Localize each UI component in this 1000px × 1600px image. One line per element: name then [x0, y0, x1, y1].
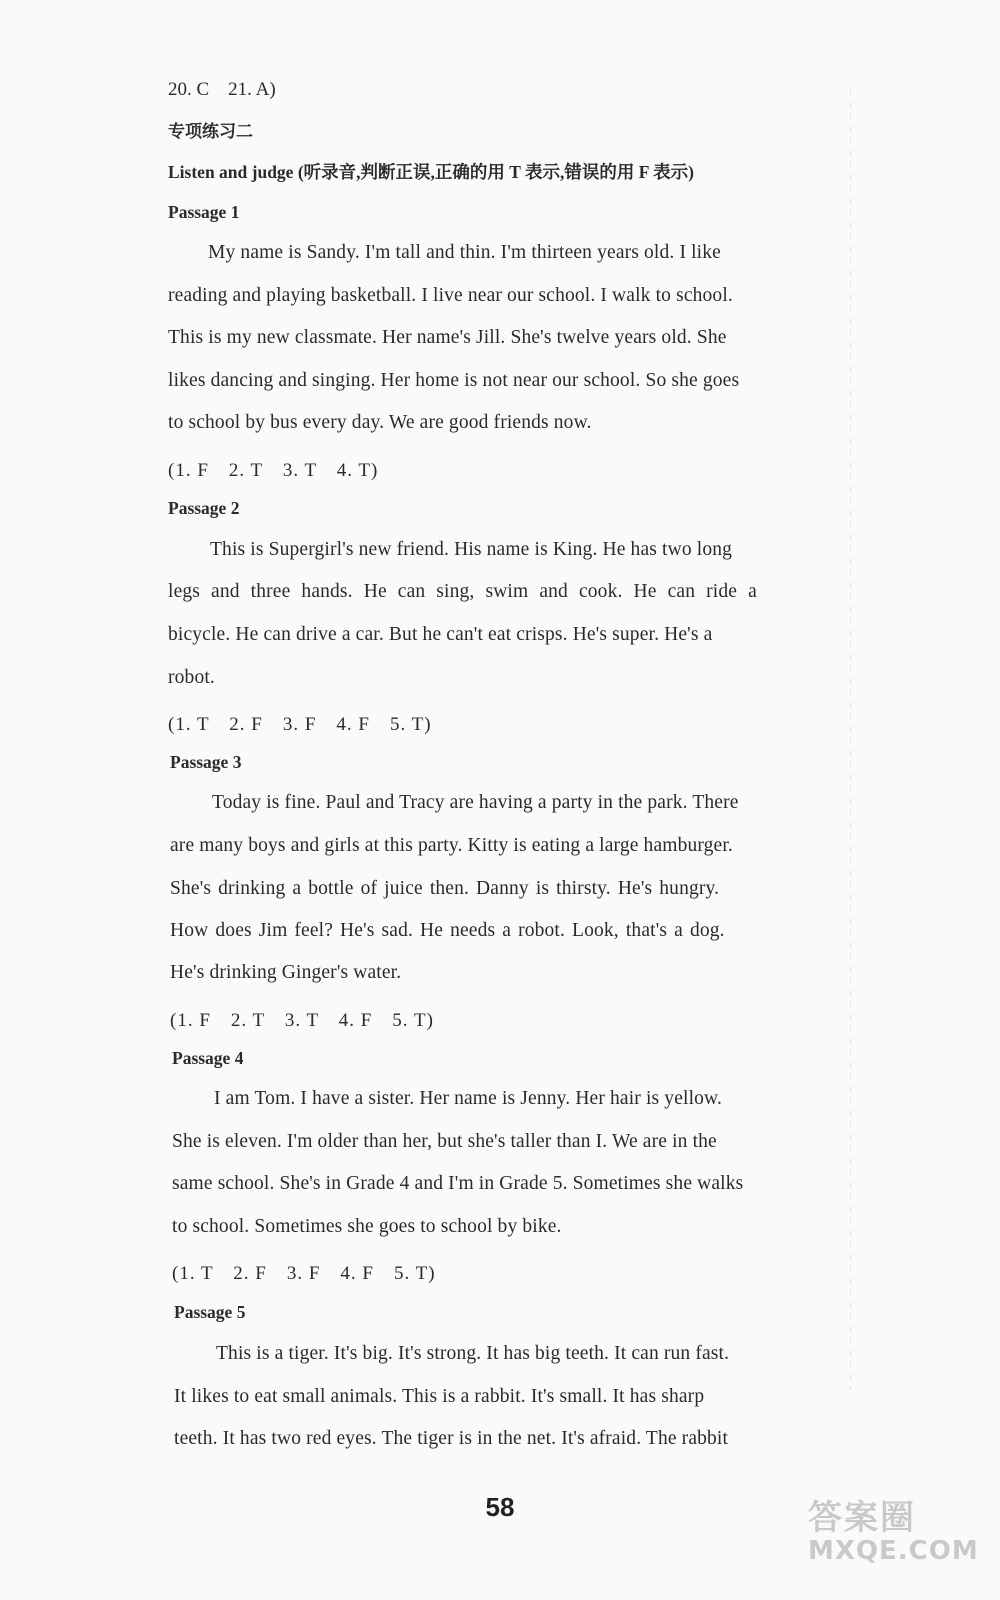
passage-line: same school. She's in Grade 4 and I'm in Grade 5. Sometimes she walks [172, 1173, 744, 1194]
passage-line: It likes to eat small animals. This is a rabbit. It's small. It has sharp [174, 1386, 705, 1407]
answer-key: (1. T 2. F 3. F 4. F 5. T) [168, 714, 432, 735]
passage-title: Passage 2 [168, 498, 240, 518]
answer-key: (1. F 2. T 3. T 4. T) [168, 460, 379, 481]
passage-line: likes dancing and singing. Her home is not near our school. So she goes [168, 370, 740, 391]
passage-line: She's drinking a bottle of juice then. Danny is thirsty. He's hungry. [170, 878, 720, 899]
margin-rule [850, 90, 851, 1390]
passage-line: teeth. It has two red eyes. The tiger is in the net. It's afraid. The rabbit [174, 1428, 729, 1449]
passage-line: to school. Sometimes she goes to school by bike. [172, 1216, 562, 1237]
passage-title: Passage 3 [170, 752, 242, 772]
passage-line: This is Supergirl's new friend. His name is King. He has two long [210, 539, 733, 560]
passage-line: to school by bus every day. We are good friends now. [168, 412, 592, 433]
watermark [808, 1490, 988, 1570]
instruction: Listen and judge (听录音,判断正误,正确的用 T 表示,错误的用 F 表示) [168, 162, 694, 182]
watermark-logo: 答案圈 [808, 1498, 916, 1538]
section-title: 专项练习二 [168, 122, 253, 142]
passage-line: This is my new classmate. Her name's Jill. She's twelve years old. She [168, 327, 727, 348]
top-answers: 20. C 21. A) [168, 79, 276, 100]
passage-title: Passage 4 [172, 1048, 244, 1068]
answer-key: (1. T 2. F 3. F 4. F 5. T) [172, 1263, 436, 1284]
passage-line: This is a tiger. It's big. It's strong. It has big teeth. It can run fast. [216, 1343, 730, 1364]
passage-line: How does Jim feel? He's sad. He needs a robot. Look, that's a dog. [170, 920, 725, 941]
passage-line: My name is Sandy. I'm tall and thin. I'm thirteen years old. I like [208, 242, 721, 263]
passage-line: reading and playing basketball. I live near our school. I walk to school. [168, 285, 733, 306]
passage-title: Passage 1 [168, 202, 240, 222]
answer-key: (1. F 2. T 3. T 4. F 5. T) [170, 1010, 434, 1031]
passage-title: Passage 5 [174, 1302, 246, 1322]
passage-line: are many boys and girls at this party. Kitty is eating a large hamburger. [170, 835, 733, 856]
passage-line: He's drinking Ginger's water. [170, 962, 402, 983]
page-number: 58 [485, 1492, 515, 1522]
passage-line: Today is fine. Paul and Tracy are having a party in the park. There [212, 792, 739, 813]
passage-line: bicycle. He can drive a car. But he can't eat crisps. He's super. He's a [168, 624, 713, 645]
passage-line: legs and three hands. He can sing, swim and cook. He can ride a [168, 581, 757, 602]
watermark-url: MXQE.COM [808, 1536, 979, 1566]
passage-line: I am Tom. I have a sister. Her name is Jenny. Her hair is yellow. [214, 1088, 723, 1109]
passage-line: She is eleven. I'm older than her, but she's taller than I. We are in the [172, 1131, 717, 1152]
passage-line: robot. [168, 667, 215, 688]
